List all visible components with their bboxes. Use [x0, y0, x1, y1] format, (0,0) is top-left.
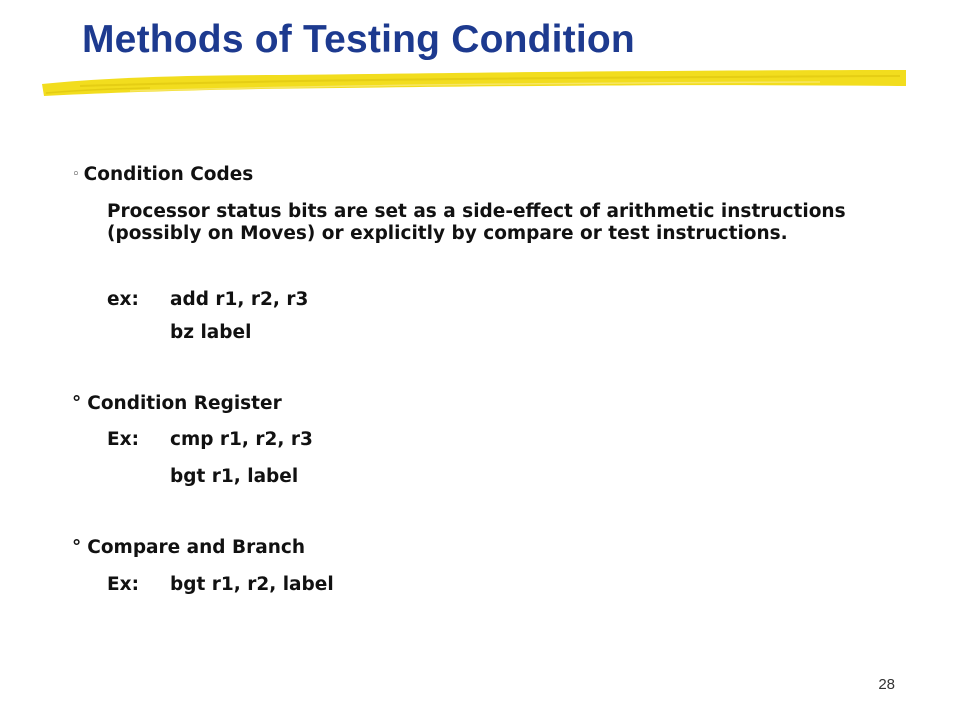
bullet-circle-icon: ◦ — [72, 167, 80, 182]
section-heading-condition-codes — [72, 164, 253, 188]
example-label: Ex: — [107, 574, 139, 595]
example-line: bz label — [170, 322, 252, 343]
bullet-degree-icon: ° — [72, 393, 82, 414]
example-line: cmp r1, r2, r3 — [170, 429, 313, 450]
title-underline-brushstroke — [40, 66, 908, 100]
page-number: 28 — [878, 676, 895, 693]
heading-text: Condition Register — [87, 393, 282, 414]
example-label: Ex: — [107, 429, 139, 450]
example-label: ex: — [107, 289, 139, 310]
condition-codes-description: Processor status bits are set as a side-effect of arithmetic instructions (possibly on Moves) or explicitly by compare or test instructions. — [107, 201, 846, 244]
slide-title: Methods of Testing Condition — [82, 18, 635, 61]
section-heading-condition-register — [72, 393, 282, 415]
heading-text: Compare and Branch — [87, 537, 306, 558]
example-line: bgt r1, r2, label — [170, 574, 334, 595]
bullet-degree-icon: ° — [72, 537, 82, 558]
example-line: bgt r1, label — [170, 466, 299, 487]
heading-text: Condition Codes — [83, 164, 254, 185]
example-line: add r1, r2, r3 — [170, 289, 309, 310]
section-heading-compare-and-branch — [72, 537, 305, 559]
